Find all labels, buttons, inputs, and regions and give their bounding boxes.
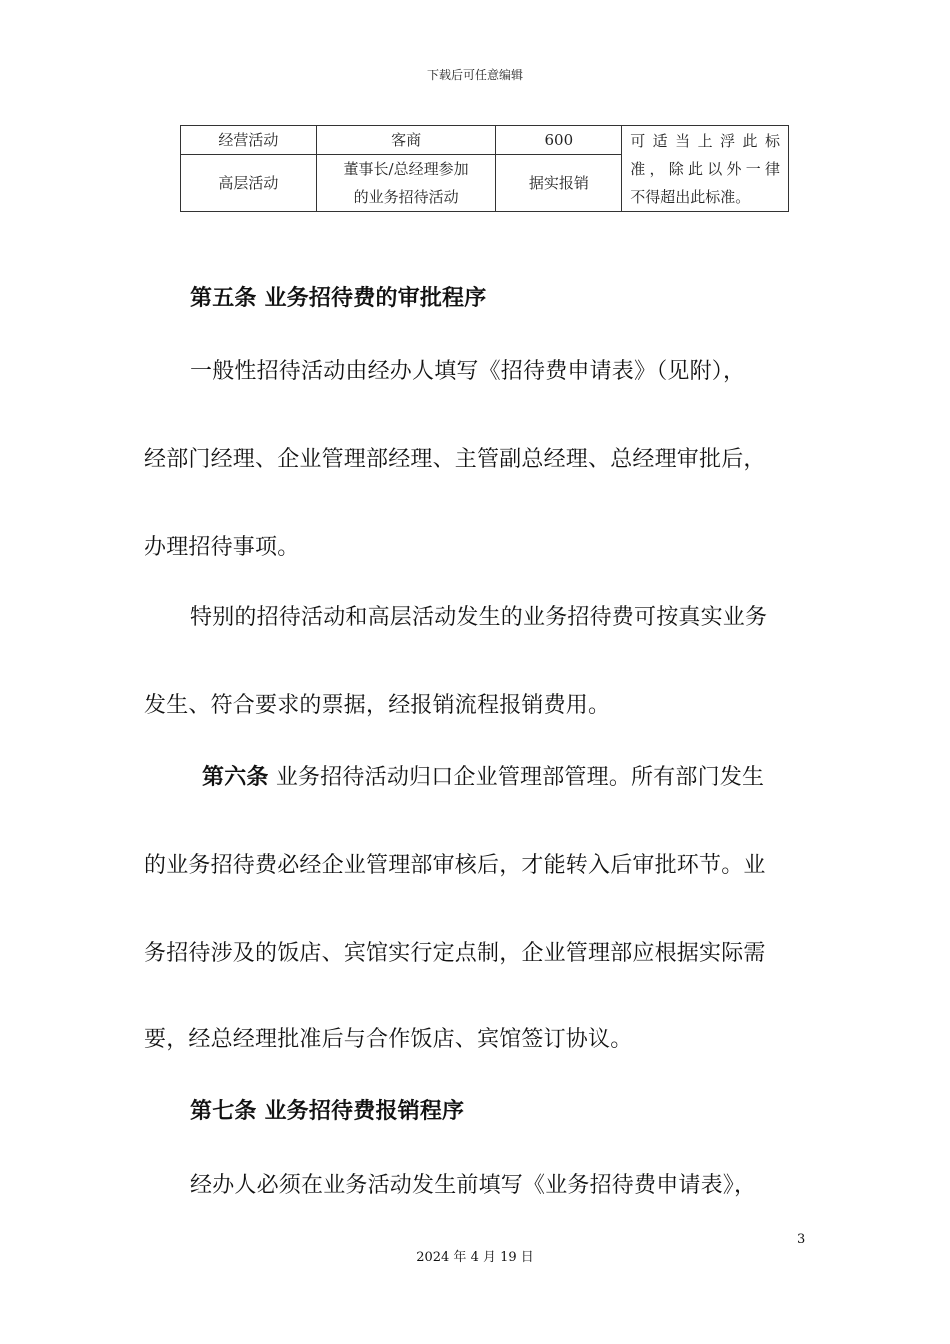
table-note-cell	[622, 126, 789, 212]
article5-p2-line2: 发生、符合要求的票据，经报销流程报销费用。	[144, 693, 611, 718]
standards-table	[180, 125, 789, 212]
page-footer-date: 2024 年 4 月 19 日	[416, 1250, 534, 1265]
table-cell: 高层活动	[181, 155, 317, 212]
note-line: 可适当上浮此标	[630, 132, 780, 150]
article5-p1-line3: 办理招待事项。	[144, 535, 300, 560]
article6-line4: 要，经总经理批准后与合作饭店、宾馆签订协议。	[144, 1027, 633, 1052]
cell-line: 董事长/总经理参加	[343, 160, 469, 178]
article5-title: 第五条 业务招待费的审批程序	[190, 286, 487, 311]
article5-p1-line2: 经部门经理、企业管理部经理、主管副总经理、总经理审批后，	[144, 447, 766, 472]
article7-title: 第七条 业务招待费报销程序	[190, 1099, 465, 1124]
article6-label: 第六条	[202, 765, 269, 790]
article6-line3: 务招待涉及的饭店、宾馆实行定点制，企业管理部应根据实际需	[144, 941, 766, 966]
table-row	[181, 126, 789, 155]
cell-line: 的业务招待活动	[353, 188, 459, 206]
note-line: 不得超出此标准。	[630, 188, 751, 206]
table-cell: 据实报销	[496, 155, 622, 212]
page-number: 3	[797, 1232, 806, 1247]
article6-line1-text: 业务招待活动归口企业管理部管理。所有部门发生	[275, 765, 765, 790]
article5-p2-line1: 特别的招待活动和高层活动发生的业务招待费可按真实业务	[190, 605, 768, 630]
page-header: 下载后可任意编辑	[426, 68, 523, 82]
table-cell	[316, 155, 496, 212]
article6-line1	[202, 763, 822, 793]
note-line: 准，除此以外一律	[630, 160, 780, 178]
table-cell: 经营活动	[181, 126, 317, 155]
table-cell: 客商	[316, 126, 496, 155]
article7-p1-line1: 经办人必须在业务活动发生前填写《业务招待费申请表》，	[190, 1173, 757, 1198]
article6-line2: 的业务招待费必经企业管理部审核后，才能转入后审批环节。业	[144, 853, 766, 878]
table-cell: 600	[496, 126, 622, 155]
article5-p1-line1: 一般性招待活动由经办人填写《招待费申请表》（见附），	[190, 359, 746, 384]
